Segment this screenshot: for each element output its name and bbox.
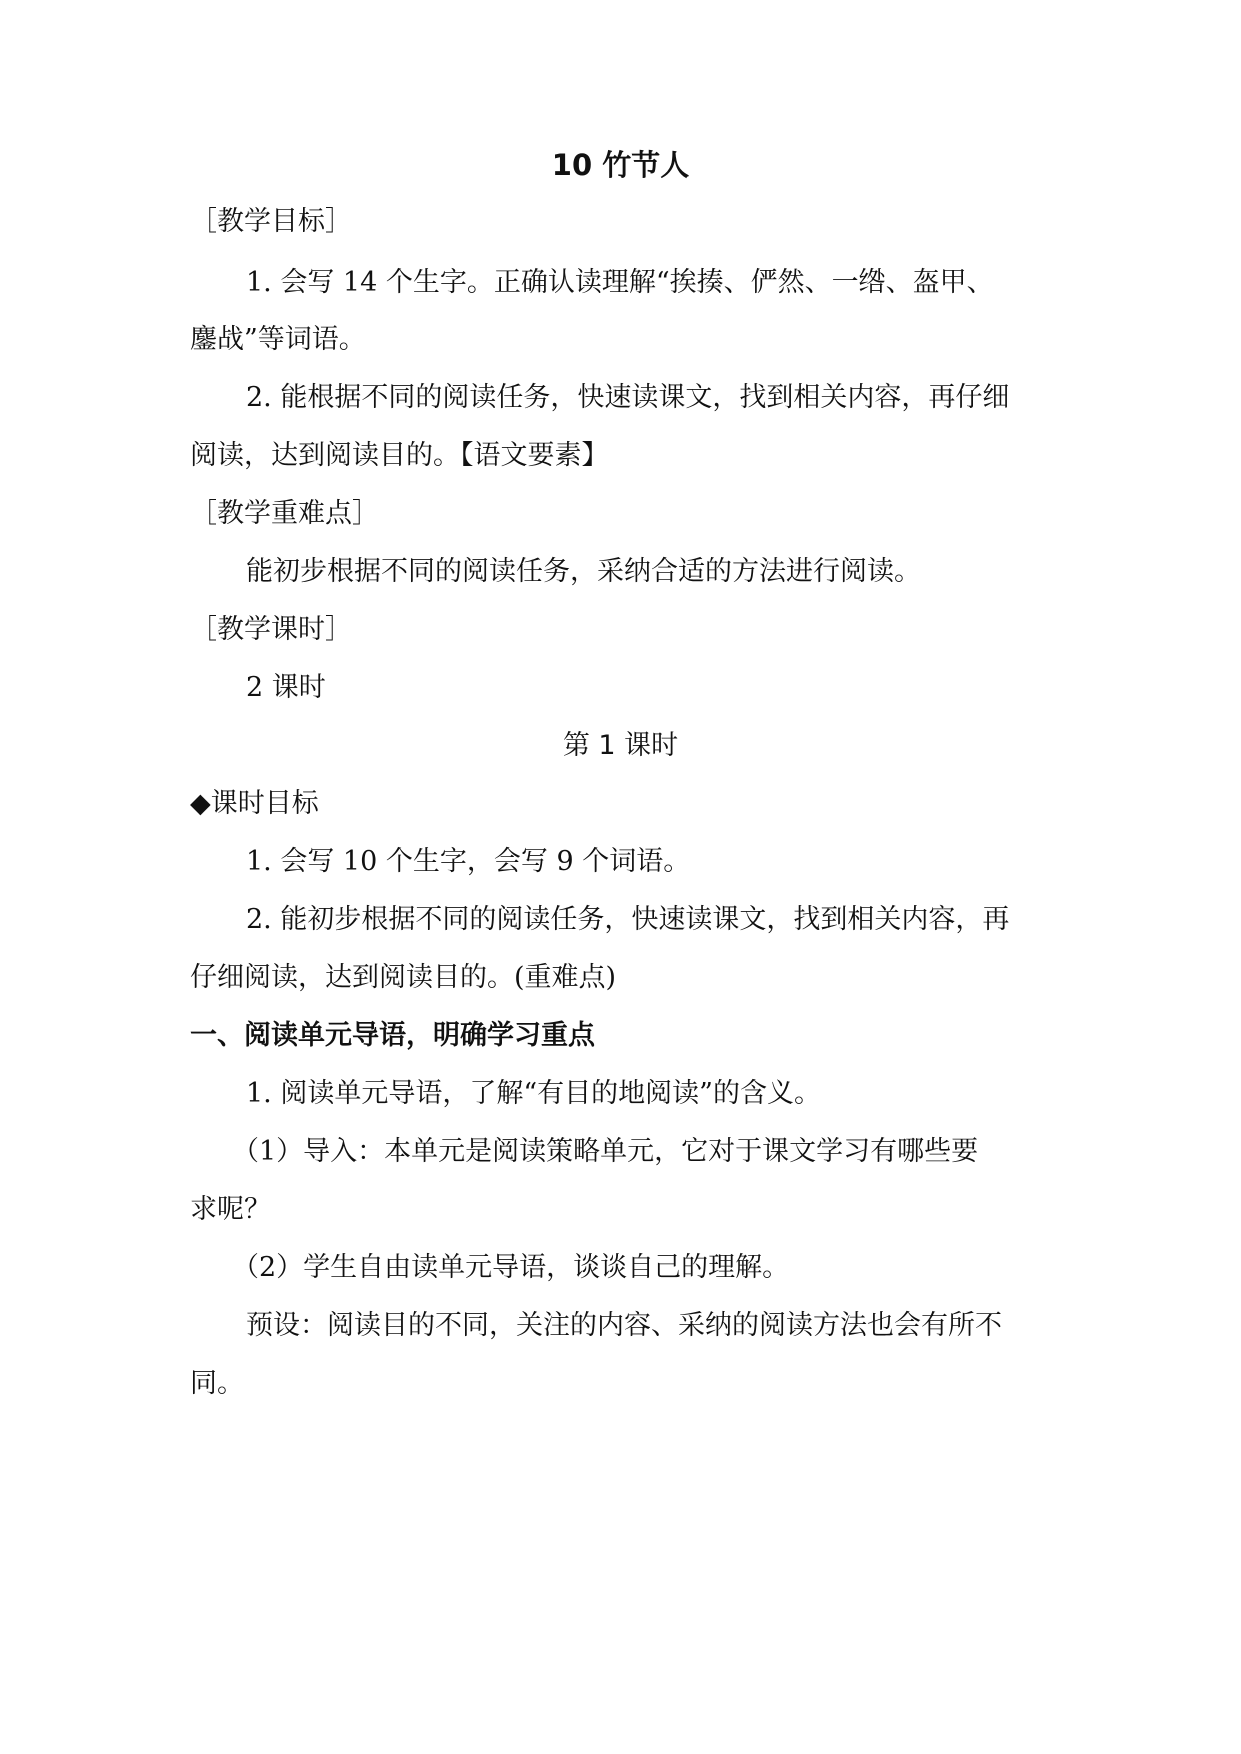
step-1-1-line-2: 求呢？ <box>190 1194 271 1225</box>
lesson-title: 第 1 课时 <box>562 730 679 761</box>
step-1: 1. 阅读单元导语，了解“有目的地阅读”的含义。 <box>246 1078 821 1109</box>
section-1-heading: 一、阅读单元导语，明确学习重点 <box>190 1020 595 1051</box>
hours-text: 2 课时 <box>246 672 326 703</box>
step-1-2: （2）学生自由读单元导语，谈谈自己的理解。 <box>232 1252 790 1283</box>
lesson-goal-1: 1. 会写 10 个生字，会写 9 个词语。 <box>246 846 691 877</box>
lesson-goal-2-line-1: 2. 能初步根据不同的阅读任务，快速读课文，找到相关内容，再 <box>246 904 1010 935</box>
hours-heading: ［教学课时］ <box>190 614 352 645</box>
lesson-goal-2-line-2: 仔细阅读，达到阅读目的。(重难点) <box>190 962 617 993</box>
objective-2-line-2: 阅读，达到阅读目的。【语文要素】 <box>190 440 609 471</box>
objective-1-line-2: 鏖战”等词语。 <box>190 324 366 355</box>
step-1-1-line-1: （1）导入：本单元是阅读策略单元，它对于课文学习有哪些要 <box>232 1136 979 1167</box>
preset-line-1: 预设：阅读目的不同，关注的内容、采纳的阅读方法也会有所不 <box>246 1310 1002 1341</box>
preset-line-2: 同。 <box>190 1368 244 1399</box>
keypoints-heading: ［教学重难点］ <box>190 498 379 529</box>
objectives-heading: ［教学目标］ <box>190 206 352 237</box>
document-title: 10 竹节人 <box>551 148 690 182</box>
objective-1-line-1: 1. 会写 14 个生字。正确认读理解“挨揍、俨然、一绺、盔甲、 <box>246 267 994 298</box>
objective-2-line-1: 2. 能根据不同的阅读任务，快速读课文，找到相关内容，再仔细 <box>246 382 1010 413</box>
lesson-goals-heading: ◆课时目标 <box>190 788 319 819</box>
keypoints-text: 能初步根据不同的阅读任务，采纳合适的方法进行阅读。 <box>246 556 921 587</box>
